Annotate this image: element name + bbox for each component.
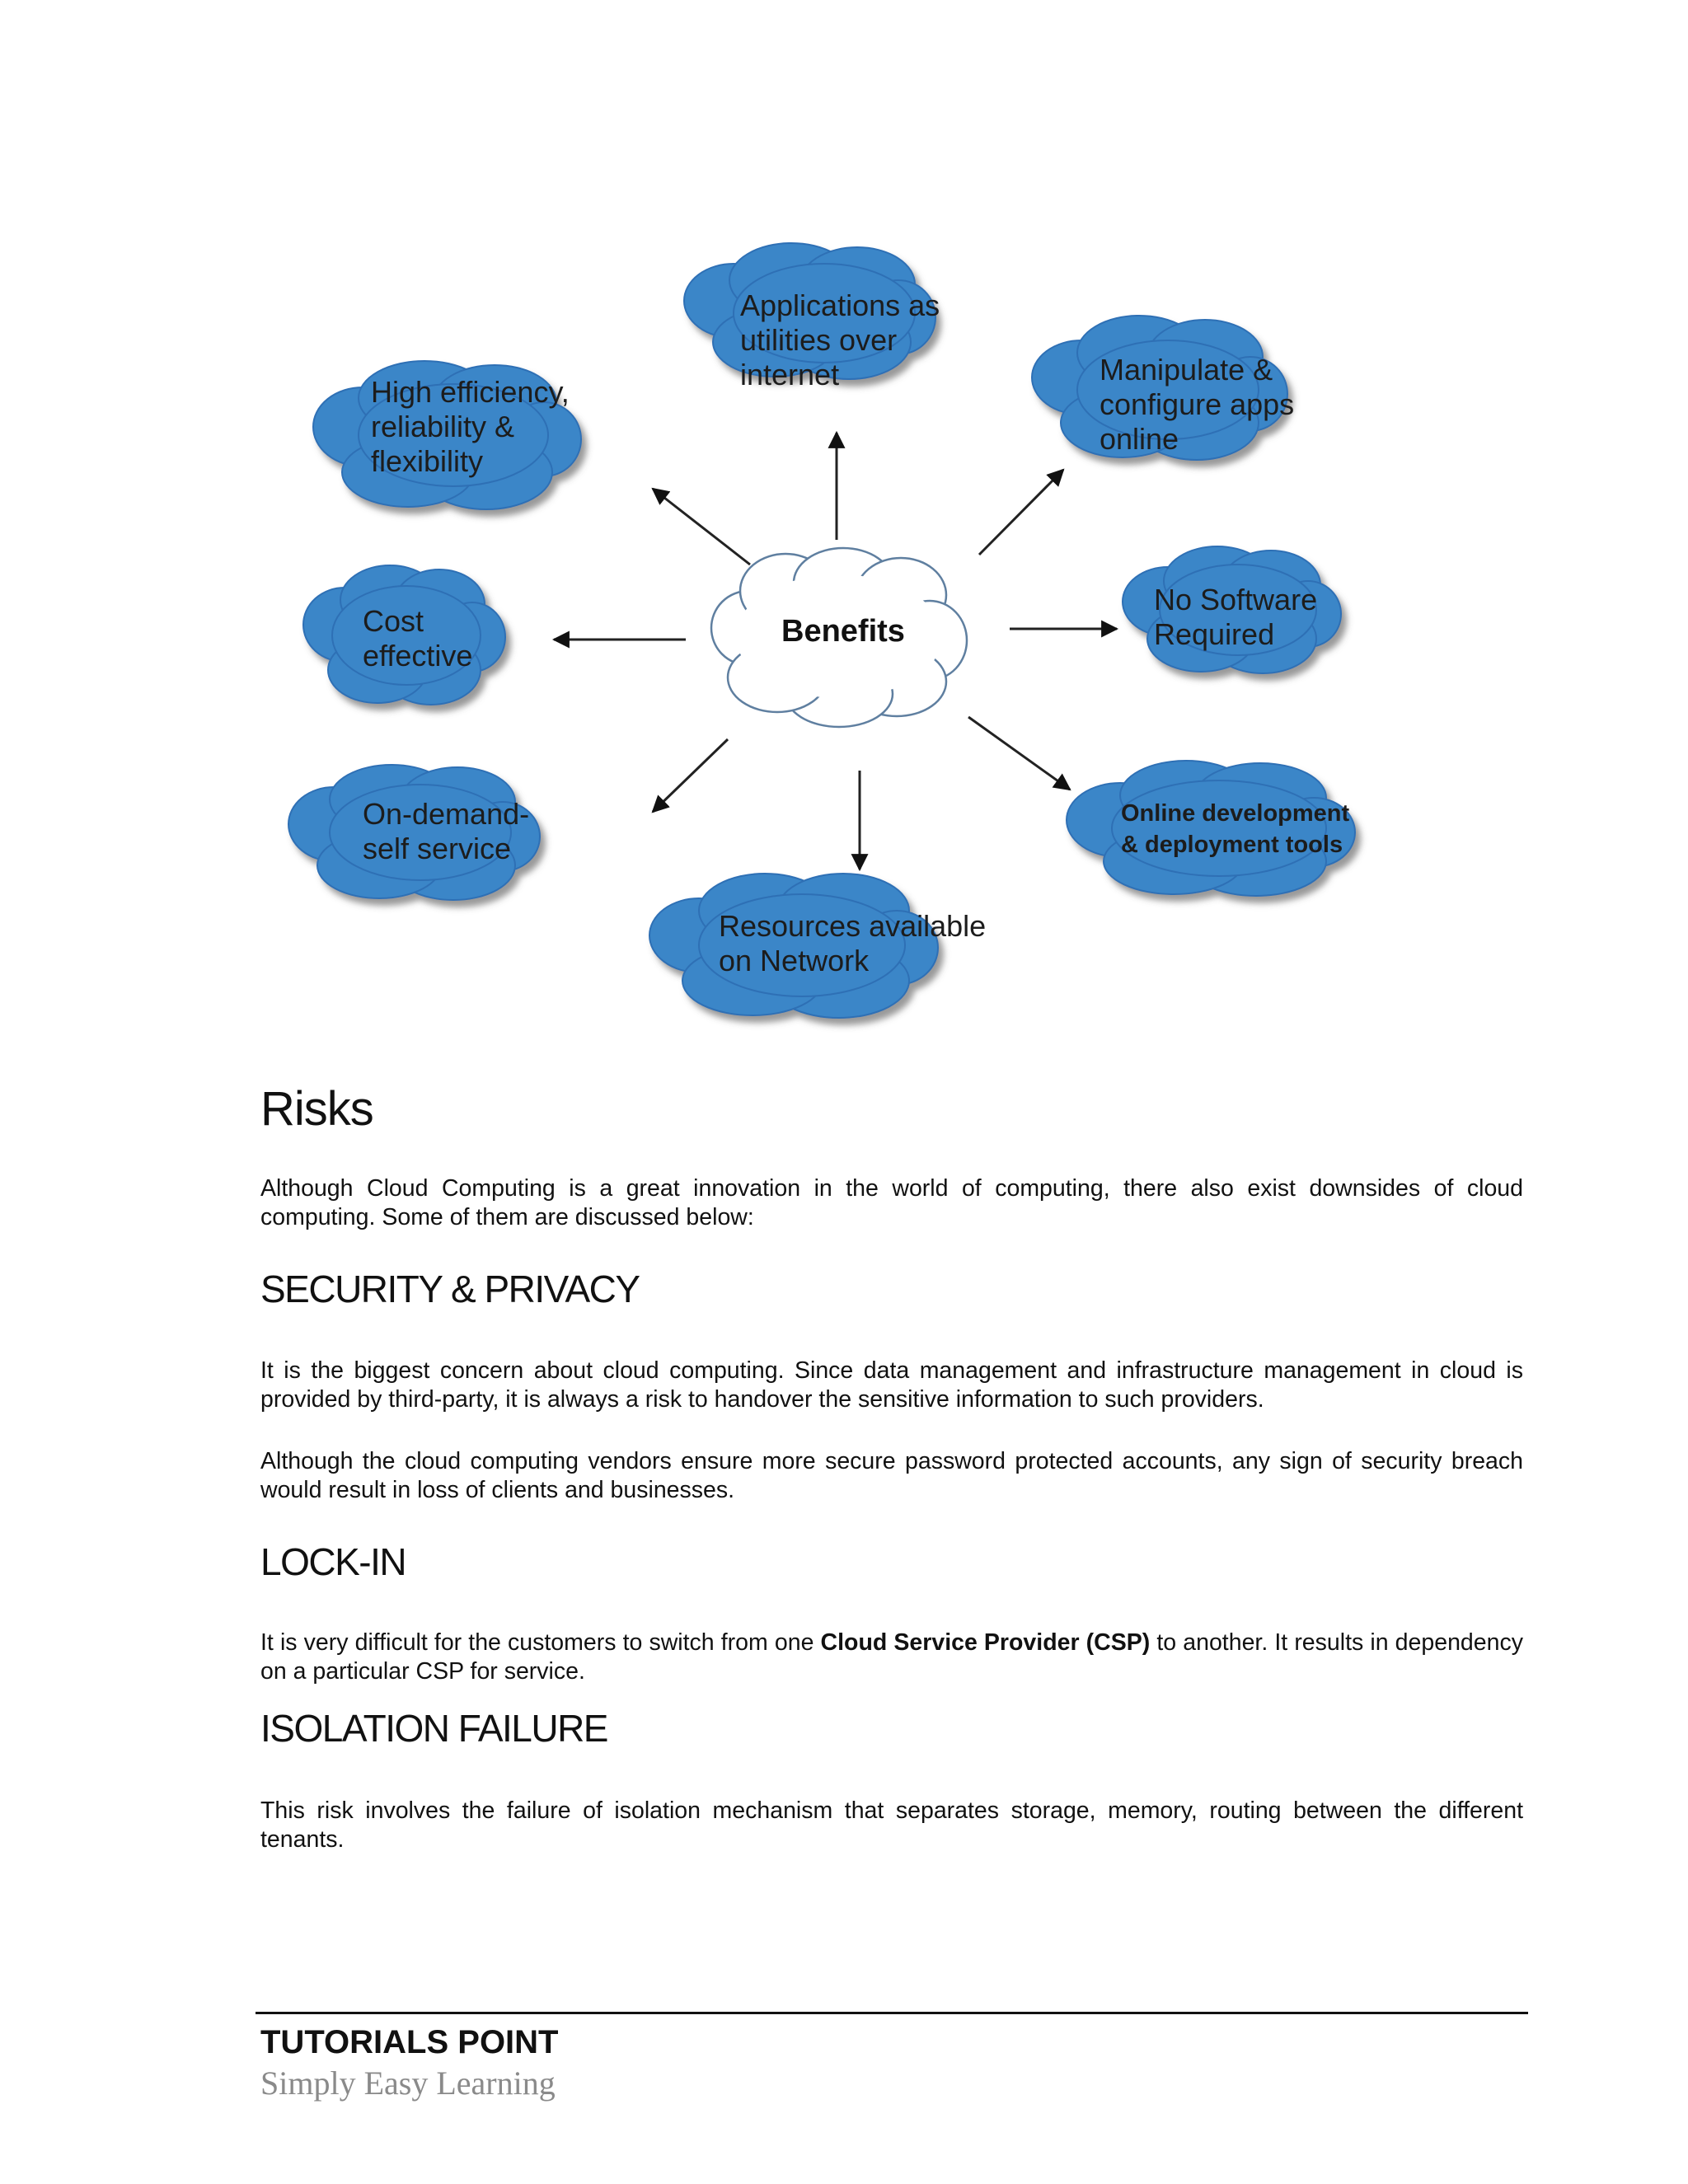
cloud-label-ondemand: On-demand- self service	[363, 797, 530, 865]
isolation-paragraph: This risk involves the failure of isolation mechanism that separates storage, memory, routing between the different tenants.	[260, 1797, 1523, 1853]
cloud-label-cost: Cost effective	[363, 604, 473, 673]
security-paragraph-1: It is the biggest concern about cloud computing. Since data management and infrastructure management in cloud is provided by third-party, it is always a risk to handover the sensitive information to such providers.	[260, 1357, 1523, 1413]
lockin-paragraph	[260, 1629, 1523, 1686]
arrow-to-manipulate	[979, 470, 1063, 555]
risks-intro: Although Cloud Computing is a great innovation in the world of computing, there also exist downsides of cloud computing. Some of them are discussed below:	[260, 1175, 1523, 1230]
arrow-to-ondemand	[653, 739, 728, 812]
footer-tagline: Simply Easy Learning	[260, 2064, 556, 2102]
cloud-label-nosoftware: No Software Required	[1154, 583, 1318, 651]
cloud-label-resources: Resources available on Network	[719, 909, 987, 977]
security-heading: SECURITY & PRIVACY	[260, 1268, 640, 1310]
risks-heading: Risks	[260, 1082, 373, 1136]
benefits-diagram	[280, 235, 1451, 1059]
security-paragraph-2: Although the cloud computing vendors ensure more secure password protected accounts, any sign of security breach would result in loss of clients and businesses.	[260, 1448, 1523, 1503]
csp-bold-term: Cloud Service Provider (CSP)	[820, 1629, 1151, 1656]
cloud-label-efficiency: High efficiency, reliability & flexibility	[371, 375, 570, 478]
cloud-label-online: Online development & deployment tools	[1121, 800, 1350, 858]
isolation-heading: ISOLATION FAILURE	[260, 1707, 607, 1750]
cloud-label-apps: Applications as utilities over internet	[740, 288, 940, 391]
cloud-label-manipulate: Manipulate & configure apps online	[1100, 353, 1295, 456]
arrow-to-online	[968, 717, 1070, 790]
cloud-label-benefits: Benefits	[781, 614, 905, 649]
arrow-to-efficiency	[653, 489, 750, 565]
lockin-heading: LOCK-IN	[260, 1540, 406, 1583]
lockin-text-before: It is very difficult for the customers to switch from one	[260, 1629, 821, 1656]
lockin-text-after: to another. It results in dependency on a particular CSP for service.	[260, 1629, 1523, 1685]
footer-divider	[256, 2012, 1528, 2014]
footer-brand: TUTORIALS POINT	[260, 2024, 559, 2060]
